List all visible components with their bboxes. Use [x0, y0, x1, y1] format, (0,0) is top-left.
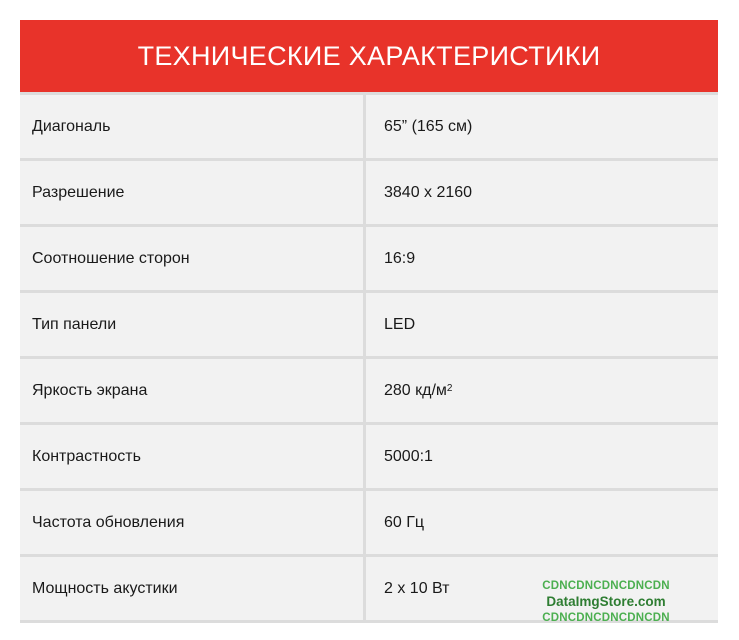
spec-value-aspect-ratio: 16:9: [384, 249, 416, 267]
spec-value-audio-power: 2 x 10 Вт: [384, 579, 450, 597]
spec-value-panel-type: LED: [384, 315, 416, 333]
spec-value-brightness-text: 280 кд/м: [384, 381, 447, 399]
watermark: [526, 578, 686, 626]
spec-row-aspect-ratio: [20, 227, 718, 293]
spec-row-refresh-rate: [20, 491, 718, 557]
spec-name-audio-power: Мощность акустики: [20, 557, 366, 620]
spec-row-diagonal: [20, 95, 718, 161]
spec-value-brightness: [366, 359, 718, 422]
spec-value-refresh-rate: 60 Гц: [384, 513, 425, 531]
spec-value-brightness-sup: 2: [446, 383, 453, 394]
spec-row-resolution: [20, 161, 718, 227]
spec-table: [20, 92, 718, 623]
spec-name-diagonal: Диагональ: [20, 95, 366, 158]
spec-row-panel-type: [20, 293, 718, 359]
spec-name-contrast: Контрастность: [20, 425, 366, 488]
watermark-line-bottom: CDNCDNCDNCDNCDN: [542, 612, 670, 624]
spec-name-aspect-ratio: Соотношение сторон: [20, 227, 366, 290]
watermark-site: DataImgStore.com: [546, 594, 666, 609]
spec-name-refresh-rate: Частота обновления: [20, 491, 366, 554]
spec-row-contrast: [20, 425, 718, 491]
spec-title: ТЕХНИЧЕСКИЕ ХАРАКТЕРИСТИКИ: [137, 40, 601, 71]
spec-name-resolution: Разрешение: [20, 161, 366, 224]
watermark-line-top: CDNCDNCDNCDNCDN: [542, 580, 670, 592]
spec-card: [20, 20, 718, 640]
spec-value-contrast: 5000:1: [384, 447, 433, 465]
spec-row-brightness: [20, 359, 718, 425]
spec-value-resolution: 3840 x 2160: [384, 183, 473, 201]
spec-name-panel-type: Тип панели: [20, 293, 366, 356]
spec-header: [20, 20, 718, 92]
spec-name-brightness: Яркость экрана: [20, 359, 366, 422]
spec-value-diagonal: 65” (165 см): [384, 117, 473, 135]
